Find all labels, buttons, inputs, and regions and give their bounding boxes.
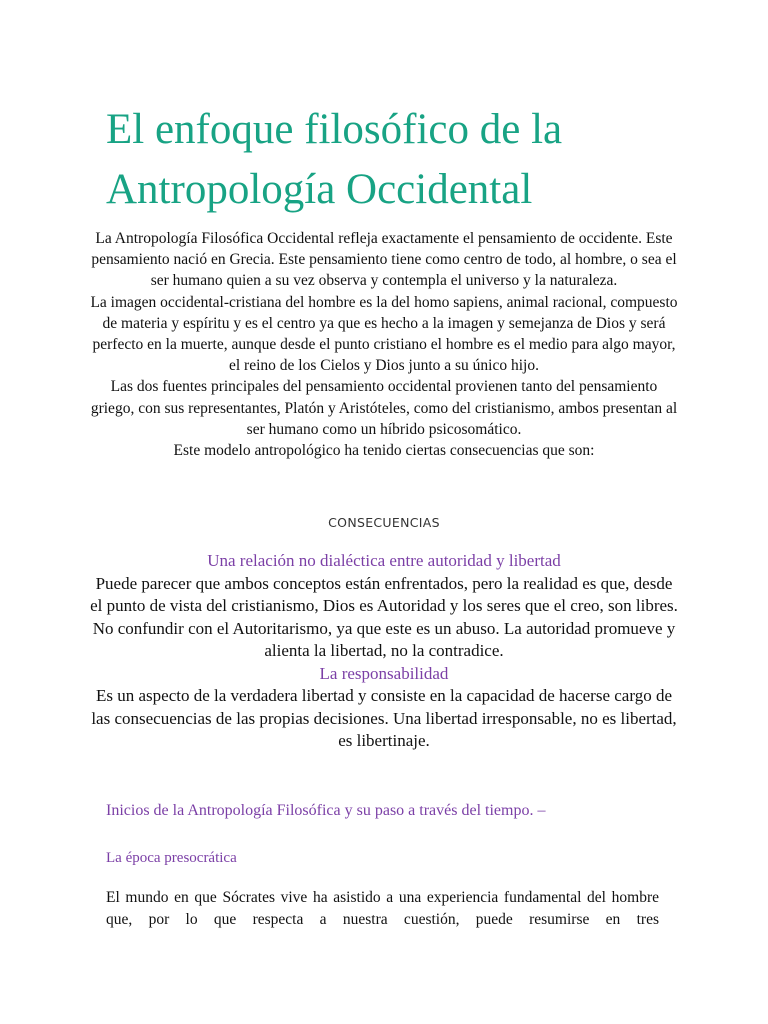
intro-paragraph: La Antropología Filosófica Occidental refleja exactamente el pensamiento de occidente. Este pensamiento nació en Grecia. Este pensamiento tiene como centro de todo, al hombre, o sea el ser humano quien a su vez observa y contempla el universo y la naturaleza. [91, 230, 677, 290]
title-line-2: Antropología Occidental [106, 166, 533, 213]
intro-paragraph: Este modelo antropológico ha tenido ciertas consecuencias que son: [173, 442, 595, 460]
heading-inicios: Inicios de la Antropología Filosófica y su paso a través del tiempo. – [106, 802, 546, 819]
intro-paragraph: La imagen occidental-cristiana del hombre es la del homo sapiens, animal racional, compuesto de materia y espíritu y es el centro ya que es hecho a la imagen y semejanza de Dios y será perfecto en la muerte, aunque desde el punto cristiano el hombre es el medio para algo mayor, el reino de los Cielos y Dios junto a su único hijo. [90, 293, 678, 375]
section-body-responsabilidad: Es un aspecto de la verdadera libertad y consiste en la capacidad de hacerse cargo de las consecuencias de las propias decisiones. Una libertad irresponsable, no es libertad, es libertinaje. [91, 686, 677, 750]
page-title [106, 100, 726, 220]
intro-paragraph: Las dos fuentes principales del pensamiento occidental provienen tanto del pensamiento griego, con sus representantes, Platón y Aristóteles, como del cristianismo, ambos presentan al ser humano como un híbrido psicosomático. [90, 378, 678, 438]
consequences-sections [90, 550, 678, 753]
heading-presocratica: La época presocrática [106, 850, 237, 866]
section-heading-responsabilidad: La responsabilidad [319, 663, 449, 683]
section-heading-relacion: Una relación no dialéctica entre autoridad y libertad [207, 551, 561, 570]
section-body-relacion: Puede parecer que ambos conceptos están enfrentados, pero la realidad es que, desde el punto de vista del cristianismo, Dios es Autoridad y los seres que el creo, son libres. No confundir con el Autoritarismo, ya que este es un abuso. La autoridad promueve y alienta la libertad, no la contradice. [90, 573, 678, 660]
consecuencias-label: CONSECUENCIAS [328, 515, 440, 530]
title-line-1: El enfoque filosófico de la [106, 106, 563, 153]
intro-text [90, 228, 678, 461]
body-paragraph: El mundo en que Sócrates vive ha asistido a una experiencia fundamental del hombre que, por lo que respecta a nuestra cuestión, puede resumirse en tres [106, 889, 659, 928]
